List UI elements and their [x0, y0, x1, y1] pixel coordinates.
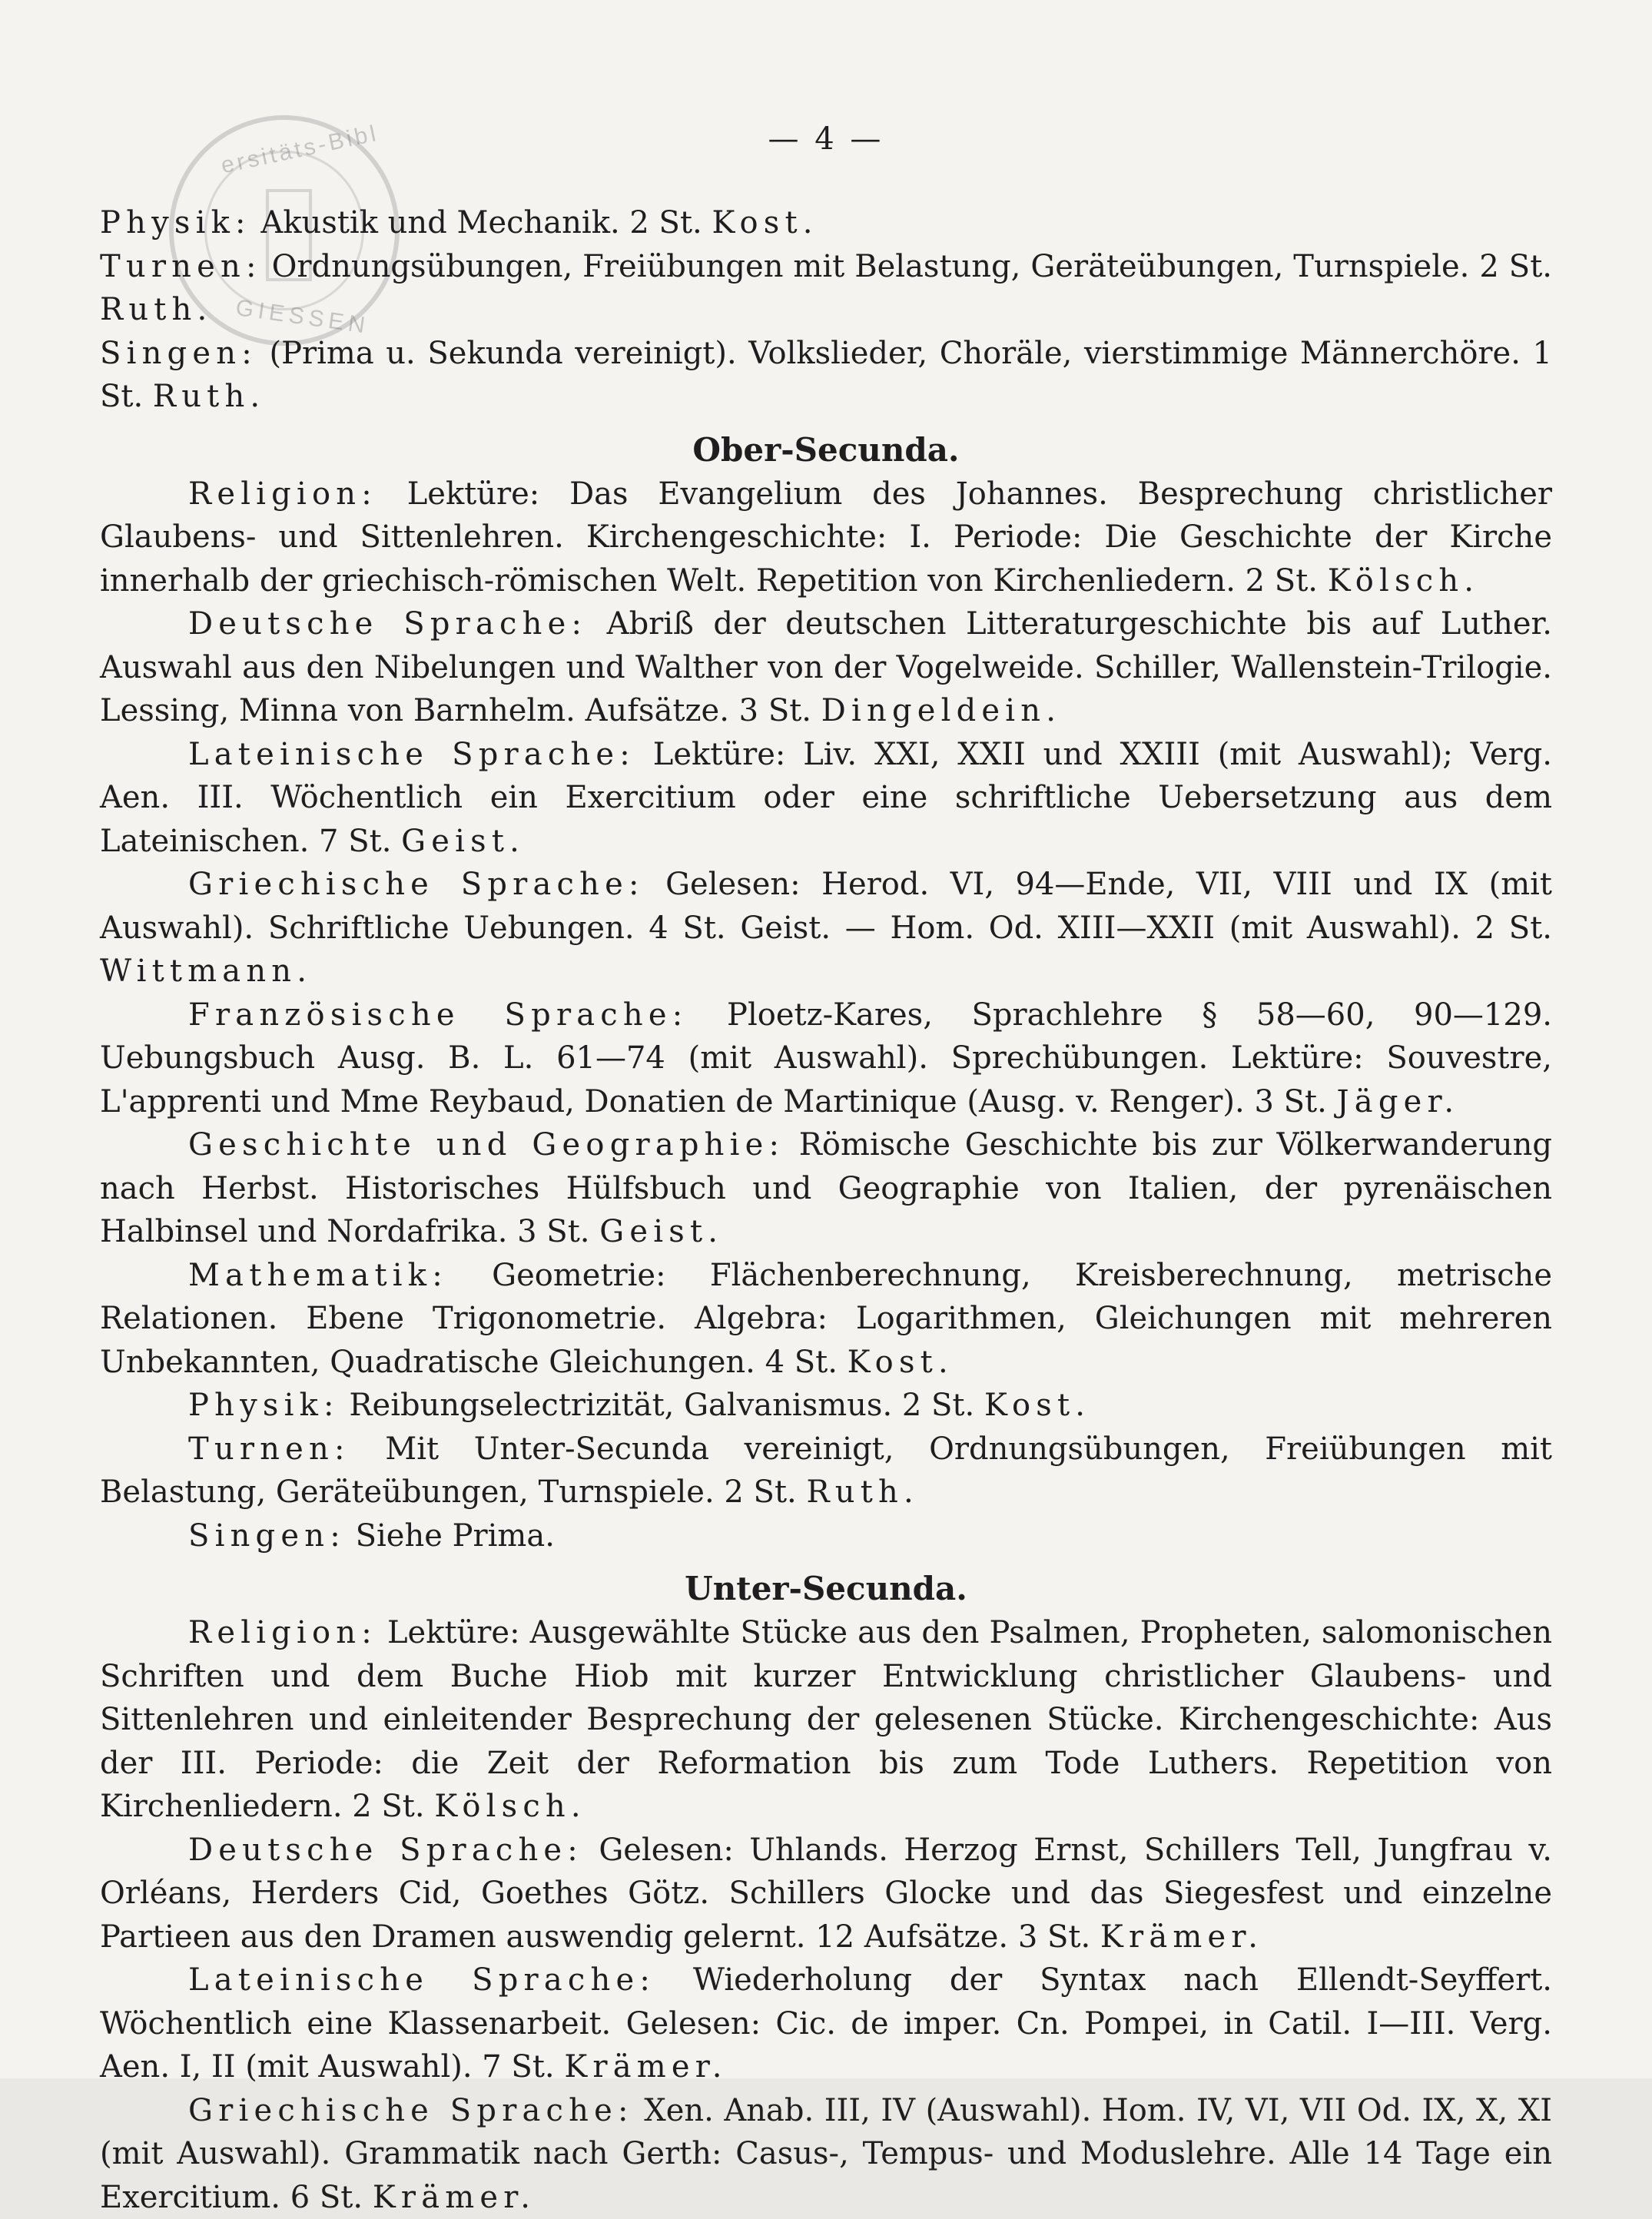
entry-text: Römische Geschichte bis zur Völkerwanderung nach Herbst. Historisches Hülfsbuch und Geographie von Italien, der pyrenäischen Halbinsel und Nordafrika. 3 St.	[100, 1127, 1552, 1249]
entry-text: Wiederholung der Syntax nach Ellendt-Seyffert. Wöchentlich eine Klassenarbeit. Gelesen: Cic. de imper. Cn. Pompei, in Catil. I—III. Verg. Aen. I, II (mit Auswahl). 7 St.	[100, 1962, 1552, 2085]
section-heading-ober-secunda: Ober-Secunda.	[100, 428, 1552, 473]
entry-teacher: Kost.	[712, 205, 818, 240]
entry-text: Mit Unter-Secunda vereinigt, Ordnungsübungen, Freiübungen mit Belastung, Geräteübungen, Turnspiele. 2 St.	[100, 1431, 1552, 1511]
entry-teacher: Jäger.	[1337, 1084, 1460, 1119]
entry-text: Ordnungsübungen, Freiübungen mit Belastung, Geräteübungen, Turnspiele. 2 St.	[262, 249, 1552, 284]
entry-subject: Singen:	[188, 1518, 346, 1554]
entry-text: Geometrie: Flächenberechnung, Kreisberechnung, metrische Relationen. Ebene Trigonometrie. Algebra: Logarithmen, Gleichungen mit mehreren Unbekannten, Quadratische Gleichungen. 4 St.	[100, 1258, 1552, 1380]
entry-religion	[100, 473, 1552, 603]
entry-subject: Physik:	[188, 1388, 340, 1423]
entry-text: Ploetz-Kares, Sprachlehre § 58—60, 90—129. Uebungsbuch Ausg. B. L. 61—74 (mit Auswahl). Sprechübungen. Lektüre: Souvestre, L'apprenti und Mme Reybaud, Donatien de Martinique (Ausg. v. Renger). 3 St.	[100, 997, 1552, 1119]
entry-griechische-sprache	[100, 2089, 1552, 2219]
entry-religion	[100, 1611, 1552, 1829]
entry-subject: Deutsche Sprache:	[188, 1833, 583, 1868]
entry-teacher: Kost.	[848, 1345, 954, 1380]
entry-teacher: Geist.	[599, 1214, 723, 1249]
entry-teacher: Dingeldein.	[821, 693, 1061, 728]
intro-entry	[100, 332, 1552, 419]
section-heading-unter-secunda: Unter-Secunda.	[100, 1567, 1552, 1611]
page-number: — 4 —	[0, 121, 1652, 157]
entry-deutsche-sprache	[100, 602, 1552, 733]
entry-teacher: Krämer.	[564, 2049, 727, 2085]
entry-subject: Lateinische Sprache:	[188, 737, 635, 772]
entry-text: Siehe Prima.	[346, 1518, 555, 1554]
entry-subject: Religion:	[188, 1615, 377, 1650]
entry-text: Akustik und Mechanik. 2 St.	[251, 205, 712, 240]
entry-teacher: Kölsch.	[434, 1789, 586, 1824]
entry-subject: Französische Sprache:	[188, 997, 688, 1033]
entry-subject: Singen:	[100, 336, 257, 371]
entry-text: Reibungselectrizität, Galvanismus. 2 St.	[340, 1388, 984, 1423]
stamp-top-text: ersitäts-Bibl	[219, 121, 381, 180]
entry-geschichte-geographie	[100, 1123, 1552, 1254]
entry-text: Lektüre: Das Evangelium des Johannes. Besprechung christlicher Glaubens- und Sittenlehren. Kirchengeschichte: I. Periode: Die Geschichte der Kirche innerhalb der griechisch-römischen Welt. Repetition von Kirchenliedern. 2 St.	[100, 476, 1552, 599]
entry-mathematik	[100, 1254, 1552, 1385]
entry-teacher: Wittmann.	[100, 954, 312, 989]
entry-subject: Lateinische Sprache:	[188, 1962, 655, 1998]
entry-lateinische-sprache	[100, 733, 1552, 864]
entry-singen	[100, 1514, 1552, 1558]
entry-teacher: Kölsch.	[1328, 563, 1480, 599]
entry-text: Abriß der deutschen Litteraturgeschichte bis auf Luther. Auswahl aus den Nibelungen und Walther von der Vogelweide. Schiller, Wallenstein-Trilogie. Lessing, Minna von Barnhelm. Aufsätze. 3 St.	[100, 606, 1552, 728]
entry-teacher: Kost.	[984, 1388, 1090, 1423]
entry-franzoesische-sprache	[100, 993, 1552, 1124]
entry-subject: Griechische Sprache:	[188, 2093, 634, 2128]
entry-text: Lektüre: Liv. XXI, XXII und XXIII (mit Auswahl); Verg. Aen. III. Wöchentlich ein Exercitium oder eine schriftliche Uebersetzung aus dem Lateinischen. 7 St.	[100, 737, 1552, 859]
entry-subject: Religion:	[188, 476, 377, 512]
entry-teacher: Krämer.	[1100, 1919, 1263, 1955]
entry-subject: Physik:	[100, 205, 251, 240]
entry-text: Gelesen: Herod. VI, 94—Ende, VII, VIII und IX (mit Auswahl). Schriftliche Uebungen. 4 St. Geist. — Hom. Od. XIII—XXII (mit Auswahl). 2 St.	[100, 867, 1552, 946]
page-content	[100, 201, 1552, 2219]
entry-text: Xen. Anab. III, IV (Auswahl). Hom. IV, VI, VII Od. IX, X, XI (mit Auswahl). Grammatik nach Gerth: Casus-, Tempus- und Moduslehre. Alle 14 Tage ein Exercitium. 6 St.	[100, 2093, 1552, 2215]
intro-entry	[100, 201, 1552, 245]
entry-text: (Prima u. Sekunda vereinigt). Volkslieder, Choräle, vierstimmige Männerchöre. 1 St.	[100, 336, 1552, 415]
entry-physik	[100, 1384, 1552, 1428]
entry-teacher: Ruth.	[100, 292, 212, 327]
entry-teacher: Krämer.	[373, 2180, 536, 2215]
entry-subject: Geschichte und Geographie:	[188, 1127, 785, 1163]
entry-subject: Deutsche Sprache:	[188, 606, 587, 642]
entry-text: Lektüre: Ausgewählte Stücke aus den Psalmen, Propheten, salomonischen Schriften und dem Buche Hiob mit kurzer Entwicklung christlicher Glaubens- und Sittenlehren und einleitender Besprechung der gelesenen Stücke. Kirchengeschichte: Aus der III. Periode: die Zeit der Reformation bis zum Tode Luthers. Repetition von Kirchenliedern. 2 St.	[100, 1615, 1552, 1824]
entry-subject: Turnen:	[100, 249, 262, 284]
entry-subject: Turnen:	[188, 1431, 350, 1467]
entry-lateinische-sprache	[100, 1959, 1552, 2089]
intro-entry	[100, 245, 1552, 332]
entry-subject: Mathematik:	[188, 1258, 448, 1293]
entry-griechische-sprache	[100, 863, 1552, 993]
entry-subject: Griechische Sprache:	[188, 867, 645, 902]
entry-deutsche-sprache	[100, 1829, 1552, 1959]
entry-teacher: Geist.	[401, 824, 525, 859]
entry-teacher: Ruth.	[806, 1474, 918, 1510]
entry-text: Gelesen: Uhlands. Herzog Ernst, Schillers Tell, Jungfrau v. Orléans, Herders Cid, Goethes Götz. Schillers Glocke und das Siegesfest und einzelne Partieen aus den Dramen auswendig gelernt. 12 Aufsätze. 3 St.	[100, 1833, 1552, 1955]
entry-teacher: Ruth.	[153, 379, 265, 414]
entry-turnen	[100, 1428, 1552, 1514]
stamp-bottom-text: GIESSEN	[234, 295, 370, 340]
